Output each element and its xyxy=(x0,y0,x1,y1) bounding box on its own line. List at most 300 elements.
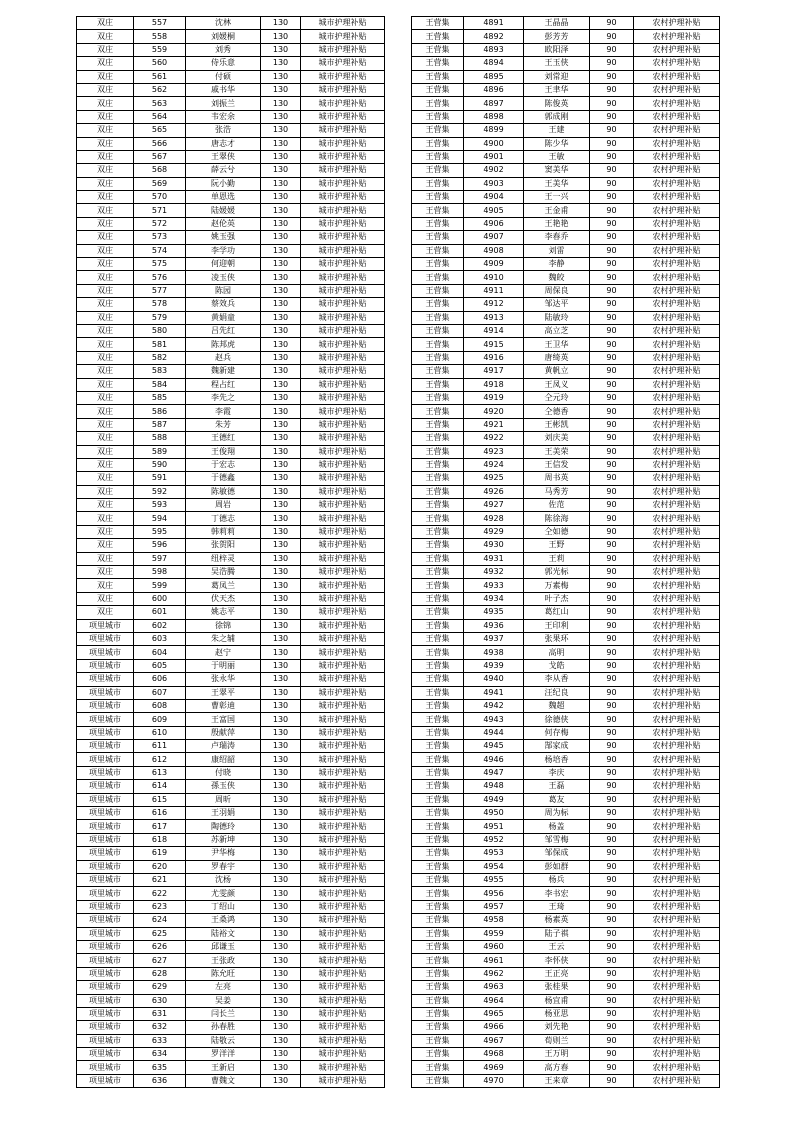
table-row xyxy=(77,579,385,592)
cell-name: 吴浩腾 xyxy=(186,566,261,579)
table-row xyxy=(412,324,720,337)
cell-region: 项里城市 xyxy=(77,726,134,739)
table-row xyxy=(77,418,385,431)
table-row xyxy=(412,753,720,766)
cell-number: 589 xyxy=(134,445,186,458)
table-row xyxy=(77,659,385,672)
cell-subsidy-type: 农村护理补贴 xyxy=(634,900,720,913)
cell-amount: 90 xyxy=(590,1007,634,1020)
cell-amount: 130 xyxy=(261,860,301,873)
cell-name: 王翠平 xyxy=(186,686,261,699)
cell-amount: 130 xyxy=(261,177,301,190)
table-row xyxy=(412,847,720,860)
cell-region: 项里城市 xyxy=(77,847,134,860)
cell-name: 葛凤兰 xyxy=(186,579,261,592)
cell-subsidy-type: 农村护理补贴 xyxy=(634,418,720,431)
cell-region: 项里城市 xyxy=(77,659,134,672)
cell-number: 571 xyxy=(134,204,186,217)
cell-region: 双庄 xyxy=(77,432,134,445)
cell-number: 580 xyxy=(134,324,186,337)
cell-amount: 90 xyxy=(590,231,634,244)
cell-amount: 90 xyxy=(590,914,634,927)
table-row xyxy=(412,646,720,659)
cell-amount: 90 xyxy=(590,1021,634,1034)
cell-region: 王营集 xyxy=(412,566,464,579)
cell-number: 4947 xyxy=(464,766,524,779)
cell-name: 仝德香 xyxy=(524,405,590,418)
cell-region: 王营集 xyxy=(412,1074,464,1087)
cell-region: 双庄 xyxy=(77,485,134,498)
table-row xyxy=(412,579,720,592)
cell-name: 王玉侠 xyxy=(524,57,590,70)
cell-region: 王营集 xyxy=(412,807,464,820)
table-row xyxy=(77,646,385,659)
table-row xyxy=(412,351,720,364)
cell-number: 615 xyxy=(134,793,186,806)
cell-number: 4946 xyxy=(464,753,524,766)
cell-subsidy-type: 城市护理补贴 xyxy=(301,686,385,699)
cell-name: 刘媛桐 xyxy=(186,30,261,43)
table-row xyxy=(412,217,720,230)
cell-number: 4961 xyxy=(464,954,524,967)
cell-name: 魏超 xyxy=(524,699,590,712)
cell-amount: 130 xyxy=(261,525,301,538)
cell-name: 刘振兰 xyxy=(186,97,261,110)
cell-subsidy-type: 城市护理补贴 xyxy=(301,1007,385,1020)
cell-subsidy-type: 城市护理补贴 xyxy=(301,164,385,177)
cell-number: 4909 xyxy=(464,258,524,271)
cell-region: 王营集 xyxy=(412,258,464,271)
cell-subsidy-type: 城市护理补贴 xyxy=(301,83,385,96)
table-row xyxy=(77,766,385,779)
cell-amount: 130 xyxy=(261,365,301,378)
cell-subsidy-type: 城市护理补贴 xyxy=(301,124,385,137)
cell-number: 4960 xyxy=(464,940,524,953)
cell-number: 4922 xyxy=(464,432,524,445)
table-row xyxy=(412,552,720,565)
cell-number: 594 xyxy=(134,512,186,525)
cell-number: 4920 xyxy=(464,405,524,418)
cell-region: 王营集 xyxy=(412,244,464,257)
cell-number: 584 xyxy=(134,378,186,391)
cell-number: 629 xyxy=(134,981,186,994)
cell-number: 568 xyxy=(134,164,186,177)
cell-region: 王营集 xyxy=(412,619,464,632)
cell-subsidy-type: 农村护理补贴 xyxy=(634,284,720,297)
table-row xyxy=(77,137,385,150)
cell-region: 王营集 xyxy=(412,110,464,123)
cell-region: 王营集 xyxy=(412,338,464,351)
cell-number: 4906 xyxy=(464,217,524,230)
cell-name: 万素梅 xyxy=(524,579,590,592)
cell-amount: 130 xyxy=(261,887,301,900)
cell-amount: 90 xyxy=(590,137,634,150)
cell-number: 624 xyxy=(134,914,186,927)
table-row xyxy=(412,432,720,445)
cell-subsidy-type: 城市护理补贴 xyxy=(301,954,385,967)
table-row xyxy=(77,673,385,686)
cell-name: 殷献萍 xyxy=(186,726,261,739)
table-row xyxy=(412,458,720,471)
cell-name: 高明 xyxy=(524,646,590,659)
cell-subsidy-type: 城市护理补贴 xyxy=(301,110,385,123)
cell-region: 项里城市 xyxy=(77,740,134,753)
cell-name: 陈敏德 xyxy=(186,485,261,498)
cell-subsidy-type: 城市护理补贴 xyxy=(301,204,385,217)
cell-name: 王卫华 xyxy=(524,338,590,351)
cell-subsidy-type: 城市护理补贴 xyxy=(301,365,385,378)
table-row xyxy=(412,766,720,779)
cell-region: 王营集 xyxy=(412,1048,464,1061)
cell-number: 4936 xyxy=(464,619,524,632)
cell-subsidy-type: 农村护理补贴 xyxy=(634,619,720,632)
cell-region: 王营集 xyxy=(412,525,464,538)
cell-amount: 130 xyxy=(261,137,301,150)
cell-subsidy-type: 农村护理补贴 xyxy=(634,432,720,445)
cell-name: 伏天杰 xyxy=(186,592,261,605)
cell-name: 王德红 xyxy=(186,432,261,445)
cell-subsidy-type: 农村护理补贴 xyxy=(634,539,720,552)
table-row xyxy=(77,740,385,753)
cell-number: 4893 xyxy=(464,43,524,56)
cell-name: 纽梓灵 xyxy=(186,552,261,565)
cell-subsidy-type: 农村护理补贴 xyxy=(634,673,720,686)
cell-number: 4908 xyxy=(464,244,524,257)
cell-region: 王营集 xyxy=(412,954,464,967)
cell-number: 4948 xyxy=(464,780,524,793)
cell-number: 569 xyxy=(134,177,186,190)
cell-number: 567 xyxy=(134,150,186,163)
cell-region: 双庄 xyxy=(77,57,134,70)
cell-name: 丁德志 xyxy=(186,512,261,525)
cell-amount: 90 xyxy=(590,632,634,645)
table-row xyxy=(77,833,385,846)
cell-subsidy-type: 农村护理补贴 xyxy=(634,927,720,940)
cell-region: 项里城市 xyxy=(77,1034,134,1047)
cell-number: 606 xyxy=(134,673,186,686)
cell-region: 王营集 xyxy=(412,673,464,686)
cell-subsidy-type: 城市护理补贴 xyxy=(301,860,385,873)
cell-name: 王正亮 xyxy=(524,967,590,980)
cell-subsidy-type: 农村护理补贴 xyxy=(634,874,720,887)
cell-region: 双庄 xyxy=(77,539,134,552)
cell-region: 双庄 xyxy=(77,512,134,525)
cell-amount: 90 xyxy=(590,887,634,900)
cell-number: 4904 xyxy=(464,191,524,204)
cell-name: 佐范 xyxy=(524,499,590,512)
cell-subsidy-type: 城市护理补贴 xyxy=(301,324,385,337)
cell-number: 4925 xyxy=(464,472,524,485)
cell-number: 593 xyxy=(134,499,186,512)
table-row xyxy=(412,445,720,458)
cell-subsidy-type: 城市护理补贴 xyxy=(301,1074,385,1087)
cell-region: 王营集 xyxy=(412,1021,464,1034)
cell-amount: 130 xyxy=(261,632,301,645)
cell-amount: 130 xyxy=(261,686,301,699)
cell-subsidy-type: 农村护理补贴 xyxy=(634,740,720,753)
cell-number: 602 xyxy=(134,619,186,632)
cell-region: 王营集 xyxy=(412,1034,464,1047)
cell-region: 王营集 xyxy=(412,405,464,418)
cell-number: 4965 xyxy=(464,1007,524,1020)
cell-name: 李学功 xyxy=(186,244,261,257)
cell-region: 王营集 xyxy=(412,204,464,217)
table-row xyxy=(77,499,385,512)
table-row xyxy=(412,177,720,190)
cell-name: 孫玉侠 xyxy=(186,780,261,793)
cell-subsidy-type: 城市护理补贴 xyxy=(301,1048,385,1061)
table-row xyxy=(77,391,385,404)
cell-subsidy-type: 城市护理补贴 xyxy=(301,887,385,900)
table-row xyxy=(77,807,385,820)
cell-subsidy-type: 城市护理补贴 xyxy=(301,338,385,351)
cell-number: 561 xyxy=(134,70,186,83)
cell-number: 618 xyxy=(134,833,186,846)
cell-name: 陈邦虎 xyxy=(186,338,261,351)
cell-subsidy-type: 农村护理补贴 xyxy=(634,164,720,177)
cell-name: 沈林 xyxy=(186,17,261,30)
cell-region: 王营集 xyxy=(412,766,464,779)
table-row xyxy=(412,673,720,686)
cell-number: 626 xyxy=(134,940,186,953)
cell-subsidy-type: 城市护理补贴 xyxy=(301,606,385,619)
cell-subsidy-type: 农村护理补贴 xyxy=(634,632,720,645)
cell-number: 582 xyxy=(134,351,186,364)
cell-number: 557 xyxy=(134,17,186,30)
table-row xyxy=(412,940,720,953)
cell-amount: 90 xyxy=(590,673,634,686)
cell-amount: 90 xyxy=(590,418,634,431)
cell-subsidy-type: 城市护理补贴 xyxy=(301,499,385,512)
cell-amount: 90 xyxy=(590,97,634,110)
table-row xyxy=(77,485,385,498)
cell-amount: 130 xyxy=(261,204,301,217)
cell-number: 4959 xyxy=(464,927,524,940)
cell-number: 4937 xyxy=(464,632,524,645)
cell-subsidy-type: 城市护理补贴 xyxy=(301,673,385,686)
cell-amount: 90 xyxy=(590,619,634,632)
cell-amount: 130 xyxy=(261,539,301,552)
cell-region: 双庄 xyxy=(77,204,134,217)
table-row xyxy=(77,57,385,70)
cell-amount: 130 xyxy=(261,17,301,30)
cell-subsidy-type: 城市护理补贴 xyxy=(301,874,385,887)
cell-subsidy-type: 农村护理补贴 xyxy=(634,298,720,311)
cell-number: 4949 xyxy=(464,793,524,806)
cell-region: 王营集 xyxy=(412,994,464,1007)
cell-name: 侍乐意 xyxy=(186,57,261,70)
table-row xyxy=(77,592,385,605)
table-row xyxy=(412,1021,720,1034)
cell-number: 4926 xyxy=(464,485,524,498)
cell-amount: 130 xyxy=(261,405,301,418)
cell-amount: 130 xyxy=(261,740,301,753)
table-row xyxy=(412,619,720,632)
cell-subsidy-type: 城市护理补贴 xyxy=(301,619,385,632)
cell-amount: 130 xyxy=(261,847,301,860)
table-row xyxy=(77,914,385,927)
cell-number: 607 xyxy=(134,686,186,699)
cell-region: 王营集 xyxy=(412,686,464,699)
cell-region: 双庄 xyxy=(77,552,134,565)
cell-name: 张贺阳 xyxy=(186,539,261,552)
table-row xyxy=(412,606,720,619)
cell-amount: 130 xyxy=(261,338,301,351)
cell-name: 王琦 xyxy=(524,900,590,913)
table-row xyxy=(412,1007,720,1020)
cell-amount: 130 xyxy=(261,552,301,565)
table-row xyxy=(77,378,385,391)
cell-name: 曹彰迪 xyxy=(186,699,261,712)
cell-number: 635 xyxy=(134,1061,186,1074)
table-row xyxy=(412,485,720,498)
cell-amount: 130 xyxy=(261,244,301,257)
cell-subsidy-type: 农村护理补贴 xyxy=(634,1048,720,1061)
cell-subsidy-type: 城市护理补贴 xyxy=(301,900,385,913)
cell-subsidy-type: 农村护理补贴 xyxy=(634,499,720,512)
cell-region: 王营集 xyxy=(412,914,464,927)
table-row xyxy=(77,284,385,297)
cell-name: 王印利 xyxy=(524,619,590,632)
cell-subsidy-type: 农村护理补贴 xyxy=(634,271,720,284)
cell-name: 王莉 xyxy=(524,552,590,565)
cell-name: 罗春宇 xyxy=(186,860,261,873)
cell-amount: 130 xyxy=(261,592,301,605)
table-row xyxy=(77,311,385,324)
cell-region: 双庄 xyxy=(77,592,134,605)
cell-name: 王晶晶 xyxy=(524,17,590,30)
cell-number: 631 xyxy=(134,1007,186,1020)
cell-subsidy-type: 农村护理补贴 xyxy=(634,70,720,83)
cell-amount: 90 xyxy=(590,874,634,887)
cell-number: 566 xyxy=(134,137,186,150)
cell-subsidy-type: 农村护理补贴 xyxy=(634,231,720,244)
cell-name: 戚书华 xyxy=(186,83,261,96)
table-row xyxy=(77,887,385,900)
cell-number: 560 xyxy=(134,57,186,70)
cell-number: 4905 xyxy=(464,204,524,217)
cell-subsidy-type: 农村护理补贴 xyxy=(634,110,720,123)
cell-name: 吴姜 xyxy=(186,994,261,1007)
cell-subsidy-type: 城市护理补贴 xyxy=(301,258,385,271)
table-row xyxy=(412,1074,720,1087)
cell-region: 王营集 xyxy=(412,967,464,980)
table-row xyxy=(412,258,720,271)
cell-subsidy-type: 城市护理补贴 xyxy=(301,592,385,605)
table-row xyxy=(77,351,385,364)
cell-number: 4903 xyxy=(464,177,524,190)
cell-subsidy-type: 农村护理补贴 xyxy=(634,43,720,56)
cell-amount: 130 xyxy=(261,780,301,793)
cell-region: 双庄 xyxy=(77,30,134,43)
cell-name: 叶子杰 xyxy=(524,592,590,605)
cell-name: 郜家成 xyxy=(524,740,590,753)
cell-number: 4921 xyxy=(464,418,524,431)
cell-region: 王营集 xyxy=(412,820,464,833)
cell-number: 627 xyxy=(134,954,186,967)
cell-subsidy-type: 城市护理补贴 xyxy=(301,445,385,458)
cell-amount: 130 xyxy=(261,499,301,512)
left-table xyxy=(76,16,385,1088)
table-row xyxy=(412,592,720,605)
cell-number: 4935 xyxy=(464,606,524,619)
cell-number: 565 xyxy=(134,124,186,137)
cell-amount: 90 xyxy=(590,552,634,565)
table-row xyxy=(77,552,385,565)
table-row xyxy=(412,914,720,927)
table-row xyxy=(412,793,720,806)
cell-name: 朱芳 xyxy=(186,418,261,431)
cell-region: 项里城市 xyxy=(77,699,134,712)
cell-subsidy-type: 农村护理补贴 xyxy=(634,646,720,659)
cell-subsidy-type: 城市护理补贴 xyxy=(301,391,385,404)
cell-amount: 90 xyxy=(590,499,634,512)
cell-region: 王营集 xyxy=(412,699,464,712)
cell-amount: 130 xyxy=(261,324,301,337)
cell-amount: 90 xyxy=(590,271,634,284)
cell-subsidy-type: 城市护理补贴 xyxy=(301,699,385,712)
table-row xyxy=(77,699,385,712)
cell-region: 王营集 xyxy=(412,887,464,900)
table-row xyxy=(412,927,720,940)
cell-name: 王野 xyxy=(524,539,590,552)
cell-subsidy-type: 城市护理补贴 xyxy=(301,485,385,498)
cell-number: 619 xyxy=(134,847,186,860)
table-row xyxy=(77,686,385,699)
cell-subsidy-type: 城市护理补贴 xyxy=(301,43,385,56)
cell-amount: 90 xyxy=(590,284,634,297)
cell-amount: 90 xyxy=(590,57,634,70)
table-row xyxy=(412,967,720,980)
cell-subsidy-type: 农村护理补贴 xyxy=(634,244,720,257)
cell-amount: 90 xyxy=(590,30,634,43)
cell-region: 双庄 xyxy=(77,70,134,83)
cell-number: 4897 xyxy=(464,97,524,110)
table-row xyxy=(412,378,720,391)
cell-name: 王凤义 xyxy=(524,378,590,391)
cell-region: 王营集 xyxy=(412,17,464,30)
table-row xyxy=(412,30,720,43)
cell-amount: 90 xyxy=(590,860,634,873)
cell-name: 汪纪良 xyxy=(524,686,590,699)
cell-subsidy-type: 城市护理补贴 xyxy=(301,177,385,190)
cell-name: 闫长兰 xyxy=(186,1007,261,1020)
cell-region: 王营集 xyxy=(412,1061,464,1074)
cell-amount: 130 xyxy=(261,646,301,659)
table-row xyxy=(412,164,720,177)
cell-region: 王营集 xyxy=(412,351,464,364)
cell-number: 4955 xyxy=(464,874,524,887)
cell-region: 王营集 xyxy=(412,793,464,806)
cell-amount: 130 xyxy=(261,833,301,846)
cell-region: 双庄 xyxy=(77,445,134,458)
cell-region: 王营集 xyxy=(412,177,464,190)
table-row xyxy=(77,1034,385,1047)
cell-region: 双庄 xyxy=(77,83,134,96)
cell-name: 高立芝 xyxy=(524,324,590,337)
cell-number: 4953 xyxy=(464,847,524,860)
cell-region: 双庄 xyxy=(77,378,134,391)
cell-amount: 130 xyxy=(261,874,301,887)
cell-name: 王翠侠 xyxy=(186,150,261,163)
cell-subsidy-type: 城市护理补贴 xyxy=(301,231,385,244)
cell-region: 项里城市 xyxy=(77,820,134,833)
table-row xyxy=(412,820,720,833)
cell-subsidy-type: 农村护理补贴 xyxy=(634,1021,720,1034)
cell-subsidy-type: 农村护理补贴 xyxy=(634,713,720,726)
cell-region: 王营集 xyxy=(412,124,464,137)
table-row xyxy=(77,365,385,378)
